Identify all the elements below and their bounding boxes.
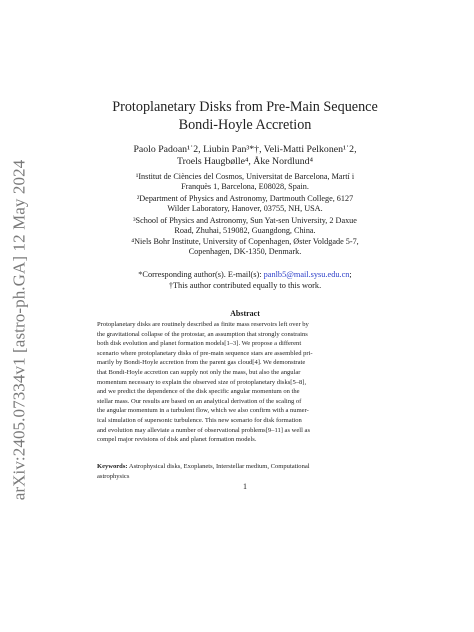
affiliation-line: Wilder Laboratory, Hanover, 03755, NH, USA.	[167, 204, 323, 214]
paper-title	[60, 98, 430, 134]
page-number: 1	[243, 482, 247, 491]
arxiv-stamp	[8, 150, 30, 510]
abstract-line: and evolution may alleviate a number of observational problems[9–11] as well as	[97, 426, 311, 434]
affiliation-2	[86, 194, 404, 215]
corresponding-label: *Corresponding author(s). E-mail(s):	[138, 270, 264, 279]
abstract-body	[97, 320, 377, 445]
title-line-2: Bondi-Hoyle Accretion	[178, 117, 312, 133]
abstract-line: both disk evolution and planet formation models[1–3]. We propose a different	[97, 340, 302, 348]
correspondence-note	[60, 270, 430, 291]
keywords-line-2: astrophysics	[97, 472, 130, 480]
abstract-line: the angular momentum in a turbulent flow, which we also confirm with a numer-	[97, 407, 309, 415]
affiliation-line: ³School of Physics and Astronomy, Sun Yat-sen University, 2 Daxue	[133, 216, 357, 225]
abstract-line: that Bondi-Hoyle accretion can supply not only the mass, but also the angular	[97, 368, 301, 376]
abstract-line: and we predict the dependence of the disk specific angular momentum on the	[97, 388, 300, 396]
affiliation-line: Copenhagen, DK-1350, Denmark.	[188, 247, 302, 257]
abstract-line: compel major revisions of disk and planet formation models.	[97, 436, 257, 444]
abstract-line: Protoplanetary disks are routinely described as finite mass reservoirs left over by	[97, 321, 309, 328]
affiliation-line: ¹Institut de Ciències del Cosmos, Universitat de Barcelona, Martí i	[135, 172, 355, 181]
keywords	[97, 462, 377, 481]
corresponding-line	[60, 270, 430, 281]
authors-line-1: Paolo Padoan¹˙2, Liubin Pan³*†, Veli-Matti Pelkonen¹˙2,	[133, 144, 357, 155]
abstract-line: marily by Bondi-Hoyle accretion from the parent gas cloud[4]. We demonstrate	[97, 359, 306, 367]
email-link[interactable]: panlb5@mail.sysu.edu.cn	[263, 270, 350, 279]
affiliation-1	[86, 172, 404, 193]
authors-line-2: Troels Haugbølle⁴, Åke Nordlund⁴	[177, 156, 313, 167]
abstract-line: scenario where protoplanetary disks of pre-main sequence stars are assembled pri-	[97, 349, 313, 357]
affiliation-line: Franquès 1, Barcelona, E08028, Spain.	[181, 182, 309, 192]
keywords-values: Astrophysical disks, Exoplanets, Interstellar medium, Computational	[127, 463, 310, 470]
arxiv-id: arXiv:2405.07334v1 [astro-ph.GA] 12 May 2024	[9, 159, 29, 501]
author-list	[60, 144, 430, 168]
affiliation-3	[86, 216, 404, 237]
affiliation-line: ²Department of Physics and Astronomy, Dartmouth College, 6127	[136, 194, 354, 203]
title-line-1: Protoplanetary Disks from Pre-Main Sequence	[112, 99, 378, 115]
abstract-line: momentum necessary to explain the observed size of protoplanetary disks[5–8],	[97, 378, 307, 386]
abstract-line: ical simulation of supersonic turbulence. This new scenario for disk formation	[97, 416, 302, 424]
abstract-line: stellar mass. Our results are based on an analytical derivation of the scaling of	[97, 397, 302, 405]
abstract-line: the gravitational collapse of the protostar, an assumption that strongly constrains	[97, 330, 308, 338]
equal-contribution-note: †This author contributed equally to this work.	[168, 280, 322, 290]
affiliation-line: Road, Zhuhai, 519082, Guangdong, China.	[174, 226, 316, 236]
keywords-line-1	[97, 462, 377, 472]
affiliation-4	[86, 237, 404, 258]
keywords-label: Keywords:	[97, 463, 128, 470]
corresponding-suffix: ;	[349, 270, 352, 279]
abstract-heading: Abstract	[230, 309, 260, 318]
affiliation-line: ⁴Niels Bohr Institute, University of Copenhagen, Øster Voldgade 5-7,	[131, 237, 359, 246]
